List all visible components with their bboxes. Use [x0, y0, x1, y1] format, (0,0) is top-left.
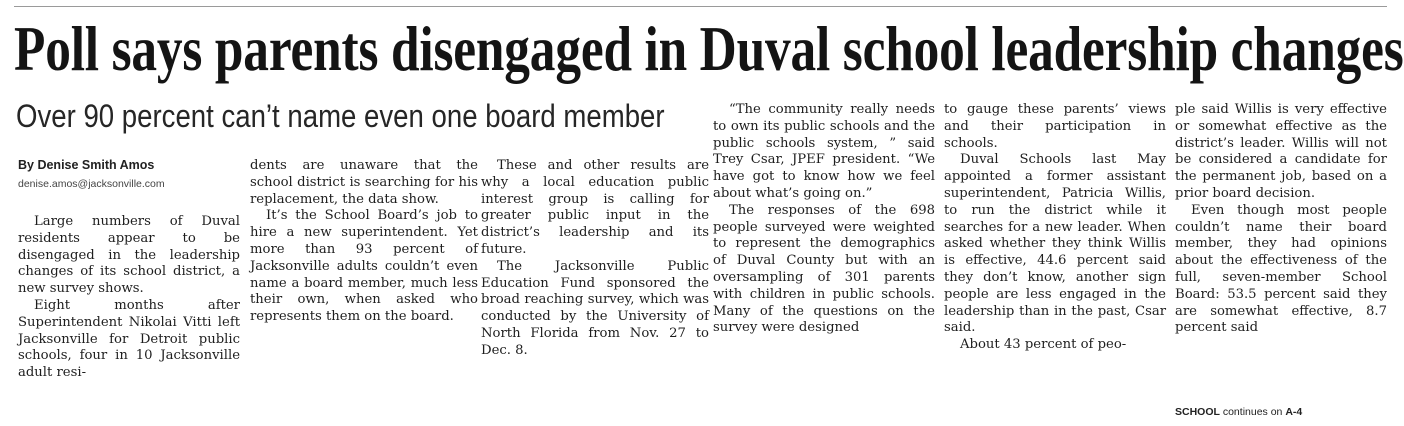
paragraph: The responses of the 698 people surveyed were weighted to represent the demographics of Duval County but with an oversampling of 301 parents with children in public schools. Many of the questions on the survey were designed: [713, 202, 935, 336]
paragraph: Eight months after Superintendent Nikolai Vitti left Jacksonville for Detroit public schools, four in 10 Jacksonville adult resi-: [18, 297, 240, 381]
paragraph: Even though most people couldn’t name their board member, they had opinions about the effectiveness of the full, seven-member School Board: 53.5 percent said they are somewhat effective, 8.7 percent said: [1175, 202, 1387, 336]
jump-text: continues on: [1222, 406, 1283, 418]
article-column-3: [481, 158, 709, 404]
jump-keyword: SCHOOL: [1175, 406, 1220, 418]
jump-page: A-4: [1285, 406, 1303, 418]
paragraph: dents are unaware that the school district is searching for his replacement, the data show.: [250, 158, 478, 207]
author-email[interactable]: denise.amos@jacksonville.com: [18, 178, 165, 190]
paragraph: The Jacksonville Public Education Fund sponsored the broad reaching survey, which was conducted by the University of North Florida from Nov. 27 to Dec. 8.: [481, 258, 709, 358]
top-rule: [14, 6, 1387, 7]
paragraph: It’s the School Board’s job to hire a new superintendent. Yet more than 93 percent of Jacksonville adults couldn’t even name a board member, much less their own, when asked who represents them on the board.: [250, 208, 478, 325]
subheadline: Over 90 percent can’t name even one board member: [16, 98, 665, 134]
jump-line[interactable]: [1175, 406, 1302, 418]
paragraph: Duval Schools last May appointed a former assistant superintendent, Patricia Willis, to run the district while it searches for a new leader. When asked whether they think Willis is effective, 44.6 percent said they don’t know, another sign people are less engaged in the leadership than in the past, Csar said.: [944, 152, 1166, 336]
headline: Poll says parents disengaged in Duval school leadership changes: [14, 14, 1404, 84]
paragraph: These and other results are why a local education public interest group is calling for greater public input in the district’s leadership and its future.: [481, 158, 709, 257]
article-column-1: [18, 214, 240, 404]
article-column-6: [1175, 102, 1387, 384]
article-column-2: [250, 158, 478, 404]
article-column-5: [944, 102, 1166, 404]
paragraph: Large numbers of Duval residents appear to be disengaged in the leadership changes of its school district, a new survey shows.: [18, 214, 240, 297]
paragraph: About 43 percent of peo-: [960, 337, 1127, 353]
article-column-4: [713, 102, 935, 404]
paragraph: “The community really needs to own its public schools and the public schools system, ” said Trey Csar, JPEF president. “We have got to know how we feel about what’s going on.”: [713, 102, 935, 201]
byline: By Denise Smith Amos: [18, 158, 155, 172]
paragraph: ple said Willis is very effective or somewhat effective as the district’s leader. Willis will not be considered a candidate for the permanent job, based on a prior board decision.: [1175, 102, 1387, 201]
paragraph: to gauge these parents’ views and their participation in schools.: [944, 102, 1166, 151]
